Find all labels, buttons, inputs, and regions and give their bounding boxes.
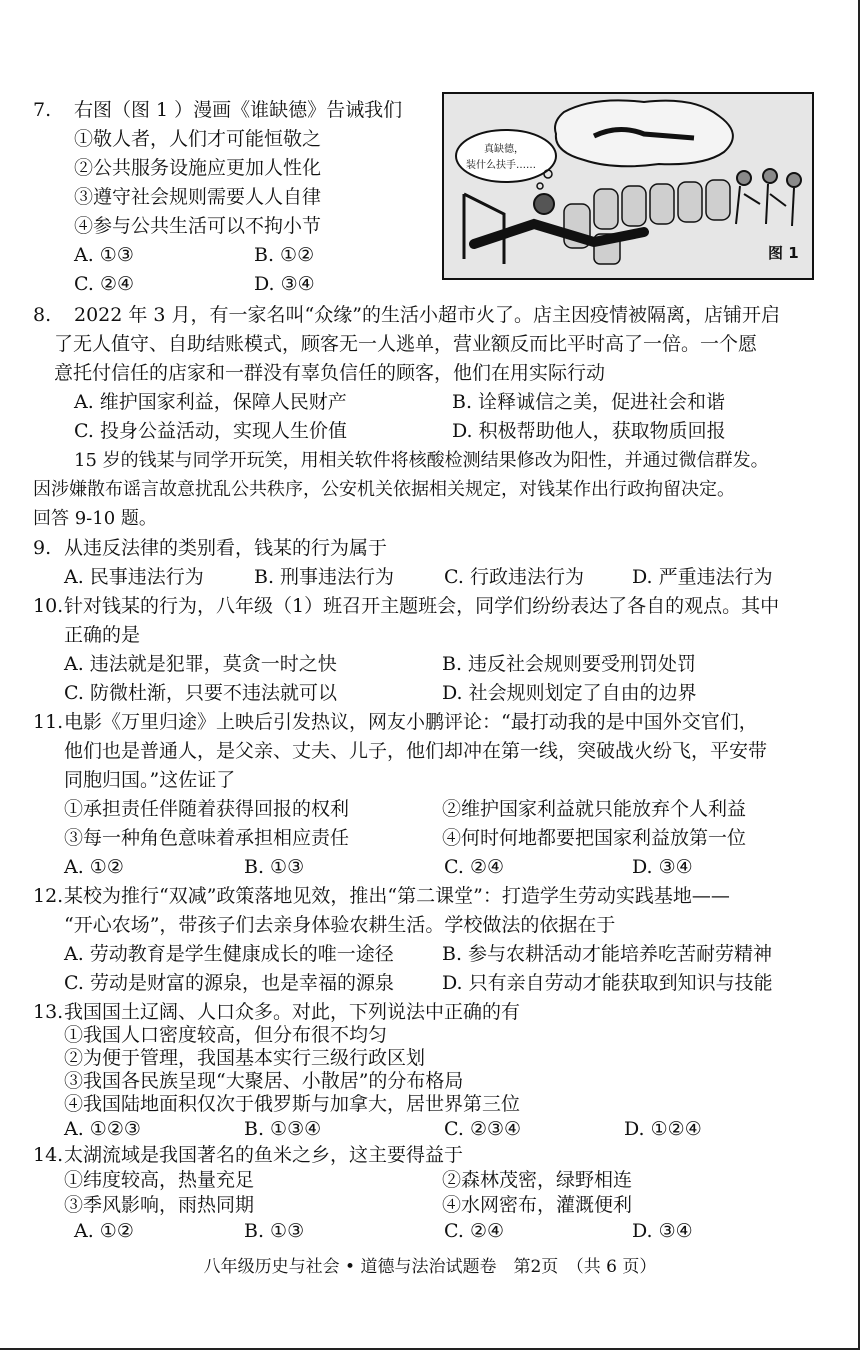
q14-option-d: D. ③④ [632,1220,693,1242]
q8-option-b: B. 诠释诚信之美，促进社会和谐 [452,391,726,413]
q10-option-c: C. 防微杜渐，只要不违法就可以 [64,682,337,704]
q7-stem: 右图（图 1 ）漫画《谁缺德》告诫我们 [74,99,403,121]
q10-line-2: 正确的是 [64,624,141,646]
q7-item-3: ③遵守社会规则需要人人自律 [74,186,322,208]
q12-line-1: 某校为推行“双减”政策落地见效，推出“第二课堂”：打造学生劳动实践基地—— [64,885,730,907]
question-number-7: 7. [33,99,52,121]
q11-item-1: ①承担责任伴随着获得回报的权利 [64,798,350,820]
q14-item-3: ③季风影响，雨热同期 [64,1194,255,1216]
bubble-text-1: 真缺德， [484,144,524,155]
question-number-14: 14. [33,1144,64,1166]
question-number-11: 11. [33,711,64,733]
q12-option-d: D. 只有亲自劳动才能获取到知识与技能 [442,972,773,994]
q7-item-2: ②公共服务设施应更加人性化 [74,157,322,179]
q7-option-c: C. ②④ [74,273,135,295]
q14-item-4: ④水网密布，灌溉便利 [442,1194,633,1216]
q8-line-1: 2022 年 3 月，有一家名叫“众缘”的生活小超市火了。店主因疫情被隔离，店铺开启 [74,304,780,326]
q10-option-b: B. 违反社会规则要受刑罚处罚 [442,653,697,675]
q11-option-a: A. ①② [64,856,124,878]
q8-option-a: A. 维护国家利益，保障人民财产 [74,391,347,413]
q13-option-b: B. ①③④ [244,1118,322,1140]
passage-line-1: 15 岁的钱某与同学开玩笑，用相关软件将核酸检测结果修改为阳性，并通过微信群发。 [74,450,769,471]
q7-option-b: B. ①② [254,244,315,266]
q14-option-b: B. ①③ [244,1220,305,1242]
q11-line-1: 电影《万里归途》上映后引发热议，网友小鹏评论：“最打动我的是中国外交官们， [64,711,758,733]
q10-line-1: 针对钱某的行为，八年级（1）班召开主题班会，同学们纷纷表达了各自的观点。其中 [64,595,780,617]
page-footer: 八年级历史与社会 • 道德与法治试题卷 第2页 （共 6 页） [203,1257,657,1277]
q9-option-a: A. 民事违法行为 [64,566,204,588]
q7-option-a: A. ①③ [74,244,134,266]
question-number-13: 13. [33,1001,64,1023]
question-number-10: 10. [33,595,64,617]
q10-option-a: A. 违法就是犯罪，莫贪一时之快 [64,653,337,675]
q9-option-d: D. 严重违法行为 [632,566,773,588]
bubble-text-2: 装什么扶手…… [466,160,536,171]
q7-item-1: ①敬人者，人们才可能恒敬之 [74,128,322,150]
question-number-12: 12. [33,885,64,907]
q9-stem: 从违反法律的类别看，钱某的行为属于 [64,537,388,559]
q11-item-3: ③每一种角色意味着承担相应责任 [64,827,350,849]
q11-option-c: C. ②④ [444,856,505,878]
q13-item-1: ①我国人口密度较高，但分布很不均匀 [64,1024,388,1046]
figure-caption: 图 1 [768,244,799,262]
q11-line-3: 同胞归国。”这佐证了 [64,769,236,791]
q11-option-d: D. ③④ [632,856,693,878]
q12-line-2: “开心农场”，带孩子们去亲身体验农耕生活。学校做法的依据在于 [64,914,616,936]
q11-option-b: B. ①③ [244,856,305,878]
q8-line-3: 意托付信任的店家和一群没有辜负信任的顾客，他们在用实际行动 [54,362,606,384]
q7-item-4: ④参与公共生活可以不拘小节 [74,215,322,237]
q9-option-c: C. 行政违法行为 [444,566,584,588]
q14-option-c: C. ②④ [444,1220,505,1242]
q14-option-a: A. ①② [74,1220,134,1242]
passage-line-3: 回答 9-10 题。 [33,508,157,529]
q13-option-d: D. ①②④ [624,1118,702,1140]
cartoon-figure [442,92,814,280]
q10-option-d: D. 社会规则划定了自由的边界 [442,682,697,704]
q9-option-b: B. 刑事违法行为 [254,566,395,588]
q13-stem: 我国国土辽阔、人口众多。对此，下列说法中正确的有 [64,1001,521,1023]
question-number-9: 9. [33,537,52,559]
q11-line-2: 他们也是普通人，是父亲、丈夫、儿子，他们却冲在第一线，突破战火纷飞，平安带 [64,740,768,762]
passage-line-2: 因涉嫌散布谣言故意扰乱公共秩序，公安机关依据相关规定，对钱某作出行政拘留决定。 [33,479,735,500]
q14-item-1: ①纬度较高，热量充足 [64,1169,255,1191]
cartoon-illustration [444,94,812,278]
q12-option-b: B. 参与农耕活动才能培养吃苦耐劳精神 [442,943,773,965]
q12-option-c: C. 劳动是财富的源泉，也是幸福的源泉 [64,972,394,994]
q13-item-4: ④我国陆地面积仅次于俄罗斯与加拿大，居世界第三位 [64,1093,521,1115]
q13-item-3: ③我国各民族呈现“大聚居、小散居”的分布格局 [64,1070,464,1092]
question-number-8: 8. [33,304,52,326]
q7-option-d: D. ③④ [254,273,315,295]
q14-stem: 太湖流域是我国著名的鱼米之乡，这主要得益于 [64,1144,464,1166]
q13-item-2: ②为便于管理，我国基本实行三级行政区划 [64,1047,426,1069]
q11-item-2: ②维护国家利益就只能放弃个人利益 [442,798,747,820]
q8-option-c: C. 投身公益活动，实现人生价值 [74,420,347,442]
q8-line-2: 了无人值守、自助结账模式，顾客无一人逃单，营业额反而比平时高了一倍。一个愿 [54,333,758,355]
q11-item-4: ④何时何地都要把国家利益放第一位 [442,827,747,849]
q8-option-d: D. 积极帮助他人，获取物质回报 [452,420,726,442]
q14-item-2: ②森林茂密，绿野相连 [442,1169,633,1191]
q12-option-a: A. 劳动教育是学生健康成长的唯一途径 [64,943,394,965]
q13-option-a: A. ①②③ [64,1118,141,1140]
q13-option-c: C. ②③④ [444,1118,522,1140]
